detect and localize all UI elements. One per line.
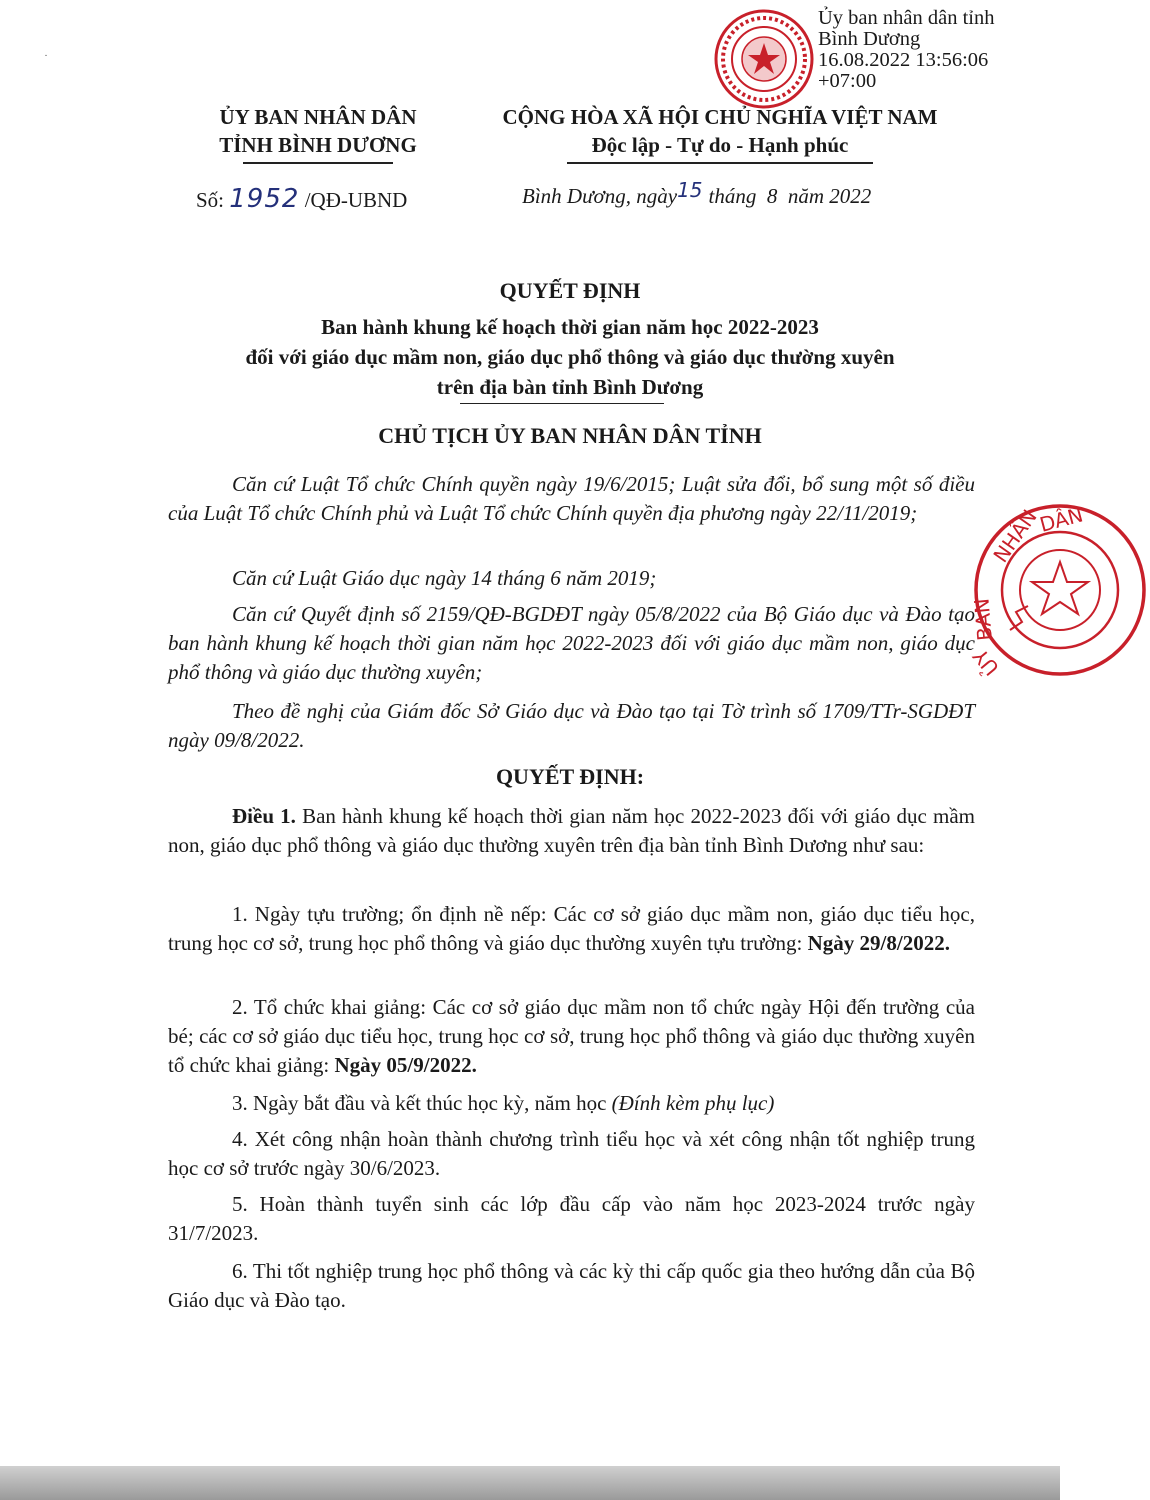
item-6: 6. Thi tốt nghiệp trung học phổ thông và các kỳ thi cấp quốc gia theo hướng dẫn của Bộ Giáo dục và Đào tạo. [168,1259,975,1312]
item-2-date: Ngày 05/9/2022. [334,1053,477,1077]
org-line-2: TỈNH BÌNH DƯƠNG [219,133,417,157]
official-seal-icon [713,8,815,110]
item-3 [168,1089,975,1118]
article-1 [168,802,975,860]
subtitle-line-1: Ban hành khung kế hoạch thời gian năm học 2022-2023 [321,315,819,339]
doc-number-handwritten: 1952 [229,184,300,214]
national-header [470,103,970,159]
item-2 [168,993,975,1080]
preamble-3: Căn cứ Quyết định số 2159/QĐ-BGDĐT ngày 05/8/2022 của Bộ Giáo dục và Đào tạo ban hành khung kế hoạch thời gian năm học 2022-2023 đối với giáo dục mầm non, giáo dục phổ thông và giáo dục thường xuyên; [168,602,975,684]
svg-text:ỦY: ỦY [968,644,1004,681]
nation-line-2: Độc lập - Tự do - Hạnh phúc [591,133,849,157]
motto-underline [567,162,873,164]
decision-heading: QUYẾT ĐỊNH: [495,764,645,789]
issuing-authority: CHỦ TỊCH ỦY BAN NHÂN DÂN TỈNH [378,423,762,448]
date-month-year: tháng 8 năm 2022 [708,184,872,208]
item-4: 4. Xét công nhận hoàn thành chương trình tiểu học và xét công nhận tốt nghiệp trung học cơ sở trước ngày 30/6/2023. [168,1127,975,1180]
org-line-1: ỦY BAN NHÂN DÂN [219,105,417,129]
signature-signer-place: Bình Dương [818,28,921,50]
item-1 [168,900,975,958]
subtitle-line-3: trên địa bàn tỉnh Bình Dương [436,375,704,399]
signature-timezone: +07:00 [818,70,877,92]
svg-text:BAN: BAN [969,597,997,642]
issuing-organization [168,103,468,159]
article-1-text: Ban hành khung kế hoạch thời gian năm học 2022-2023 đối với giáo dục mầm non, giáo dục phổ thông và giáo dục thường xuyên trên địa bàn tỉnh Bình Dương như sau: [168,804,975,857]
issue-date [522,178,872,209]
preamble-4: Theo đề nghị của Giám đốc Sở Giáo dục và Đào tạo tại Tờ trình số 1709/TTr-SGDĐT ngày 09/8/2022. [168,699,975,752]
title-underline [460,403,664,404]
item-1-text: 1. Ngày tựu trường; ổn định nề nếp: Các cơ sở giáo dục mầm non, giáo dục tiểu học, trung học cơ sở, trung học phổ thông và giáo dục thường xuyên tựu trường: [168,902,975,955]
org-underline [243,162,393,164]
scan-bottom-edge [0,1466,1060,1500]
digital-signature-info [818,8,995,92]
svg-text:NHÂN: NHÂN [988,505,1042,567]
document-subtitle [160,312,980,402]
signature-datetime: 16.08.2022 13:56:06 [818,49,989,71]
preamble-1: Căn cứ Luật Tổ chức Chính quyền ngày 19/6/2015; Luật sửa đổi, bổ sung một số điều của Luật Tổ chức Chính phủ và Luật Tổ chức Chính quyền địa phương ngày 22/11/2019; [168,472,975,525]
svg-text:DÂN: DÂN [1037,502,1086,537]
item-2-text: 2. Tổ chức khai giảng: Các cơ sở giáo dục mầm non tổ chức ngày Hội đến trường của bé; các cơ sở giáo dục tiểu học, trung học cơ sở, trung học phổ thông và giáo dục thường xuyên tổ chức khai giảng: [168,995,975,1077]
doc-number-suffix: /QĐ-UBND [304,188,408,212]
item-1-date: Ngày 29/8/2022. [807,931,950,955]
item-3-text: 3. Ngày bắt đầu và kết thúc học kỳ, năm học [232,1091,607,1115]
date-prefix: Bình Dương, ngày [522,184,678,208]
doc-number-prefix: Số: [196,188,225,212]
item-5: 5. Hoàn thành tuyển sinh các lớp đầu cấp vào năm học 2023-2024 trước ngày 31/7/2023. [168,1192,975,1245]
date-day-handwritten: 15 [677,178,703,202]
document-number [196,184,407,214]
preamble-2: Căn cứ Luật Giáo dục ngày 14 tháng 6 năm 2019; [232,566,657,590]
signature-signer: Ủy ban nhân dân tỉnh [818,7,995,29]
document-title: QUYẾT ĐỊNH [499,278,641,303]
subtitle-line-2: đối với giáo dục mầm non, giáo dục phổ thông và giáo dục thường xuyên [245,345,895,369]
official-seal-icon [970,500,1150,680]
article-1-label: Điều 1. [232,804,296,828]
nation-line-1: CỘNG HÒA XÃ HỘI CHỦ NGHĨA VIỆT NAM [502,105,938,129]
item-3-note: (Đính kèm phụ lục) [611,1091,775,1115]
